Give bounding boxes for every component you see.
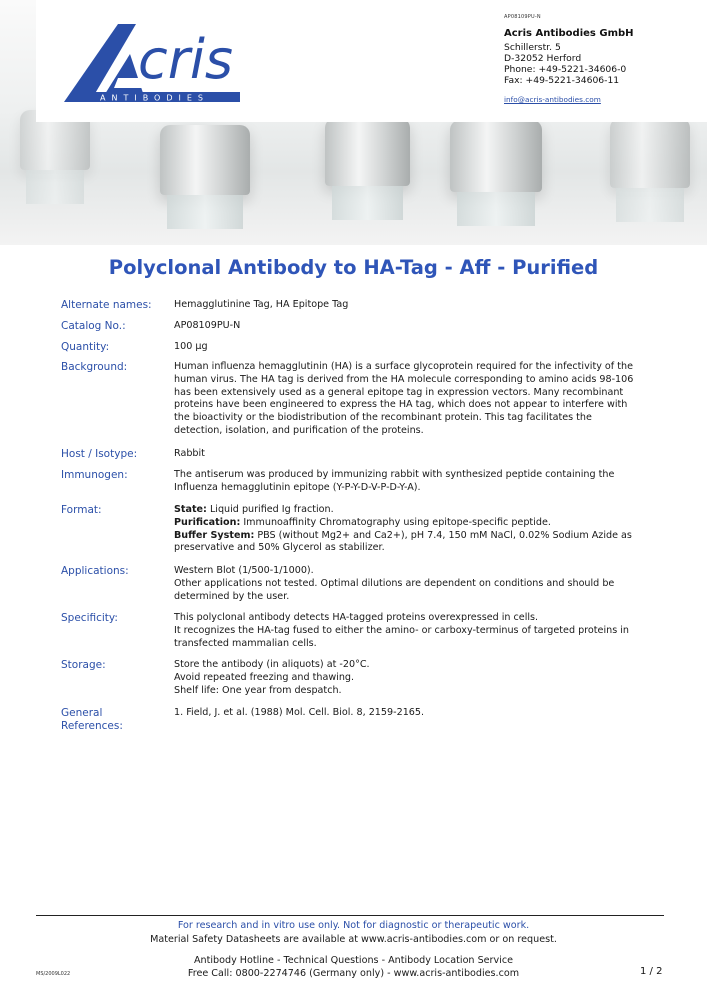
svg-text:ANTIBODIES: ANTIBODIES: [100, 93, 209, 103]
vial-image: [450, 120, 542, 192]
field-value: The antiserum was produced by immunizing rabbit with synthesized peptide containing the Influenza hemagglutinin epitope (Y-P-Y-D-V-P-D-Y-A).: [174, 469, 615, 493]
field-value: 100 µg: [174, 341, 208, 352]
vial-image: [325, 118, 410, 186]
field-value: State: Liquid purified Ig fraction. Purification: Immunoaffinity Chromatography using epitope-specific peptide. Buffer System: PBS (without Mg2+ and Ca2+), pH 7.4, 150 mM NaCl, 0.02% Sodium Azide as preservative and 50% Glycerol as stabilizer.: [174, 504, 632, 554]
footer-disclaimer: For research and in vitro use only. Not for diagnostic or therapeutic work.: [177, 920, 530, 931]
field-label: Host / Isotype:: [61, 448, 138, 460]
vial-image: [160, 125, 250, 195]
document-code: MS/2009L022: [36, 971, 71, 977]
page-title: Polyclonal Antibody to HA-Tag - Aff - Purified: [108, 256, 599, 279]
logo-area: [36, 0, 496, 122]
field-label: Specificity:: [61, 612, 118, 624]
field-value: Rabbit: [174, 448, 205, 459]
company-name: Acris Antibodies GmbH: [504, 28, 634, 39]
page-number: 1 / 2: [640, 966, 663, 977]
field-label: Storage:: [61, 659, 106, 671]
vial-image: [610, 118, 690, 188]
footer-hotline: Antibody Hotline - Technical Questions - Antibody Location Service: [193, 955, 514, 966]
field-value: This polyclonal antibody detects HA-tagged proteins overexpressed in cells. It recognizes the HA-tag fused to either the amino- or carboxy-terminus of targeted proteins in transfected mammalian cells.: [174, 612, 629, 649]
field-value: Human influenza hemagglutinin (HA) is a surface glycoprotein required for the infectivity of the human virus. The HA tag is derived from the HA molecule corresponding to amino acids 98-106 has been extensively used as a general epitope tag in expression vectors. Many recombinant proteins have been engineered to express the HA tag, which does not appear to interfere with the bioactivity or the biodistribution of the recombinant protein. This tag facilitates the detection, isolation, and purification of the proteins.: [174, 361, 634, 436]
footer-msds: Material Safety Datasheets are available at www.acris-antibodies.com or on request.: [150, 934, 557, 945]
field-label: Alternate names:: [61, 299, 152, 311]
catalog-small: AP08109PU-N: [504, 14, 541, 20]
field-value: Hemagglutinine Tag, HA Epitope Tag: [174, 299, 349, 310]
field-label: Format:: [61, 504, 102, 516]
field-value: 1. Field, J. et al. (1988) Mol. Cell. Biol. 8, 2159-2165.: [174, 707, 425, 718]
address-phone: Phone: +49-5221-34606-0: [504, 64, 627, 75]
address-city: D-32052 Herford: [504, 53, 582, 64]
address-fax: Fax: +49-5221-34606-11: [504, 75, 620, 86]
field-value: AP08109PU-N: [174, 320, 241, 331]
field-label: General References:: [61, 707, 123, 732]
footer-divider: [36, 915, 664, 916]
field-label: Applications:: [61, 565, 129, 577]
footer-freecall: Free Call: 0800-2274746 (Germany only) - www.acris-antibodies.com: [187, 968, 520, 979]
field-value: Western Blot (1/500-1/1000). Other applications not tested. Optimal dilutions are dependent on conditions and should be determined by the user.: [174, 565, 615, 602]
field-value: Store the antibody (in aliquots) at -20°C. Avoid repeated freezing and thawing. Shelf life: One year from despatch.: [174, 659, 370, 696]
field-label: Quantity:: [61, 341, 110, 353]
field-label: Catalog No.:: [61, 320, 126, 332]
field-label: Background:: [61, 361, 128, 373]
svg-text:cris: cris: [138, 28, 234, 91]
acris-logo: [60, 16, 260, 108]
field-label: Immunogen:: [61, 469, 128, 481]
address-street: Schillerstr. 5: [504, 42, 561, 53]
email-link[interactable]: info@acris-antibodies.com: [504, 95, 601, 104]
